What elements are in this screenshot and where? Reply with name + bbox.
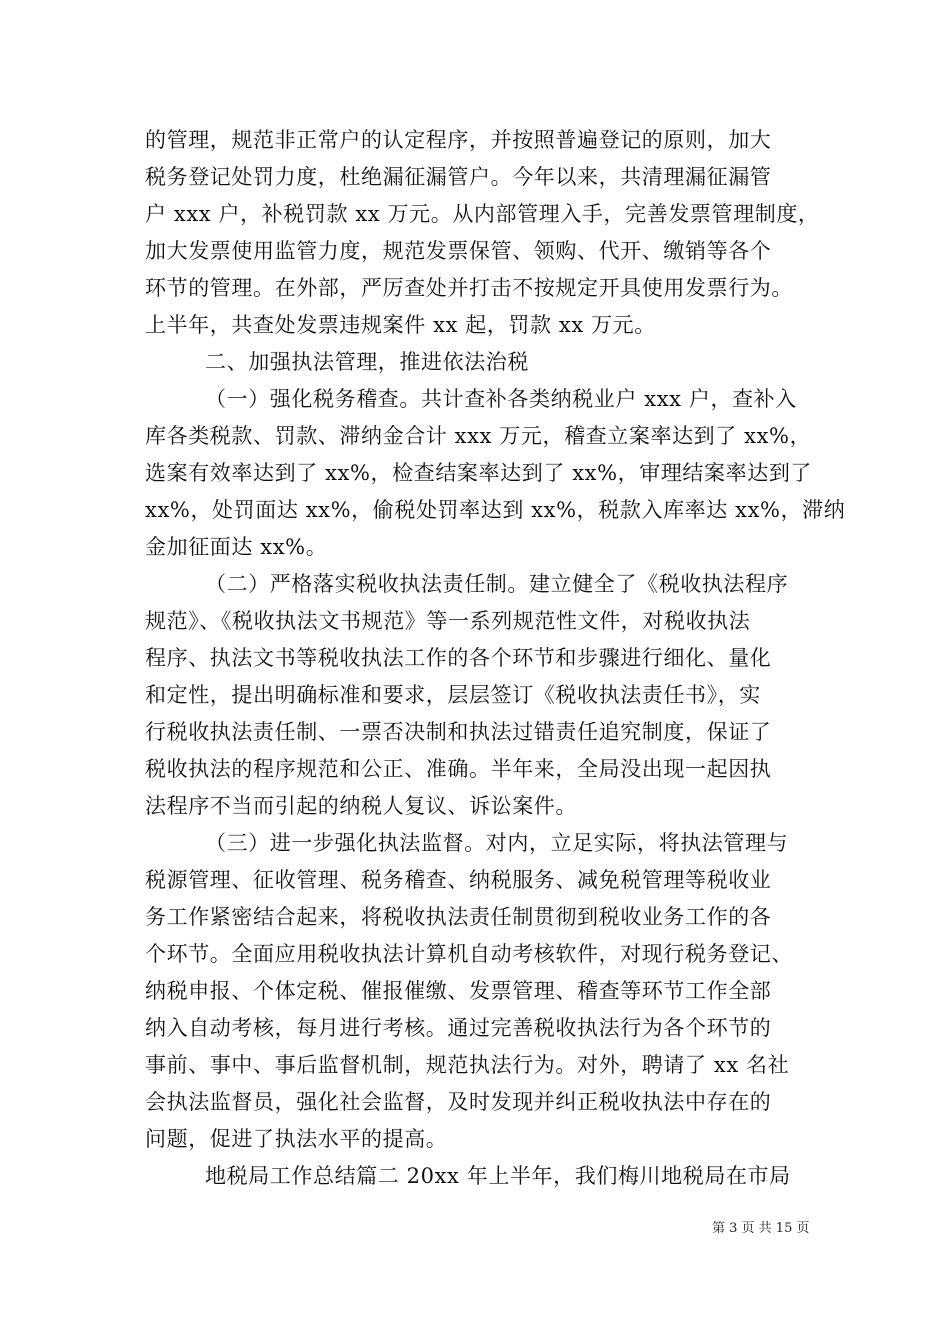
body-line: 地税局工作总结篇二 20xx 年上半年，我们梅川地税局在市局	[205, 1164, 791, 1188]
body-line: （三）进一步强化执法监督。对内，立足实际，将执法管理与	[205, 831, 789, 855]
body-line: 纳入自动考核，每月进行考核。通过完善税收执法行为各个环节的	[145, 1016, 772, 1040]
body-line: 环节的管理。在外部，严厉查处并打击不按规定开具使用发票行为。	[145, 276, 793, 300]
body-line: xx%，处罚面达 xx%，偷税处罚率达到 xx%，税款入库率达 xx%，滞纳	[145, 498, 846, 522]
body-line: 行税收执法责任制、一票否决制和执法过错责任追究制度，保证了	[145, 720, 772, 744]
body-line: 法程序不当而引起的纳税人复议、诉讼案件。	[145, 794, 577, 818]
body-line: 税源管理、征收管理、税务稽查、纳税服务、减免税管理等税收业	[145, 868, 772, 892]
body-line: 户 xxx 户，补税罚款 xx 万元。从内部管理入手，完善发票管理制度，	[145, 202, 820, 226]
body-line: 纳税申报、个体定税、催报催缴、发票管理、稽查等环节工作全部	[145, 979, 772, 1003]
body-line: 税务登记处罚力度，杜绝漏征漏管户。今年以来，共清理漏征漏管	[145, 165, 772, 189]
body-line: 的管理，规范非正常户的认定程序，并按照普遍登记的原则，加大	[145, 128, 772, 152]
section-heading: 二、加强执法管理，推进依法治税	[205, 350, 529, 374]
body-line: 事前、事中、事后监督机制，规范执法行为。对外，聘请了 xx 名社	[145, 1053, 790, 1077]
page-number: 第 3 页 共 15 页	[712, 1221, 810, 1236]
body-line: 问题，促进了执法水平的提高。	[145, 1127, 448, 1151]
body-line: 程序、执法文书等税收执法工作的各个环节和步骤进行细化、量化	[145, 646, 772, 670]
body-line: （一）强化税务稽查。共计查补各类纳税业户 xxx 户，查补入	[205, 387, 797, 411]
body-line: 会执法监督员，强化社会监督，及时发现并纠正税收执法中存在的	[145, 1090, 772, 1114]
body-line: 和定性，提出明确标准和要求，层层签订《税收执法责任书》，实	[145, 683, 761, 707]
body-line: 加大发票使用监管力度，规范发票保管、领购、代开、缴销等各个	[145, 239, 772, 263]
body-line: 税收执法的程序规范和公正、准确。半年来，全局没出现一起因执	[145, 757, 772, 781]
body-line: 个环节。全面应用税收执法计算机自动考核软件，对现行税务登记、	[145, 942, 793, 966]
body-line: 库各类税款、罚款、滞纳金合计 xxx 万元，稽查立案率达到了 xx%，	[145, 424, 812, 448]
body-line: 上半年，共查处发票违规案件 xx 起，罚款 xx 万元。	[145, 313, 656, 337]
body-line: 务工作紧密结合起来，将税收执法责任制贯彻到税收业务工作的各	[145, 905, 772, 929]
body-line: 金加征面达 xx%。	[145, 535, 328, 559]
body-line: 规范》、《税收执法文书规范》等一系列规范性文件，对税收执法	[145, 609, 751, 633]
body-line: 选案有效率达到了 xx%，检查结案率达到了 xx%，审理结案率达到了	[145, 461, 813, 485]
body-line: （二）严格落实税收执法责任制。建立健全了《税收执法程序	[205, 572, 789, 596]
